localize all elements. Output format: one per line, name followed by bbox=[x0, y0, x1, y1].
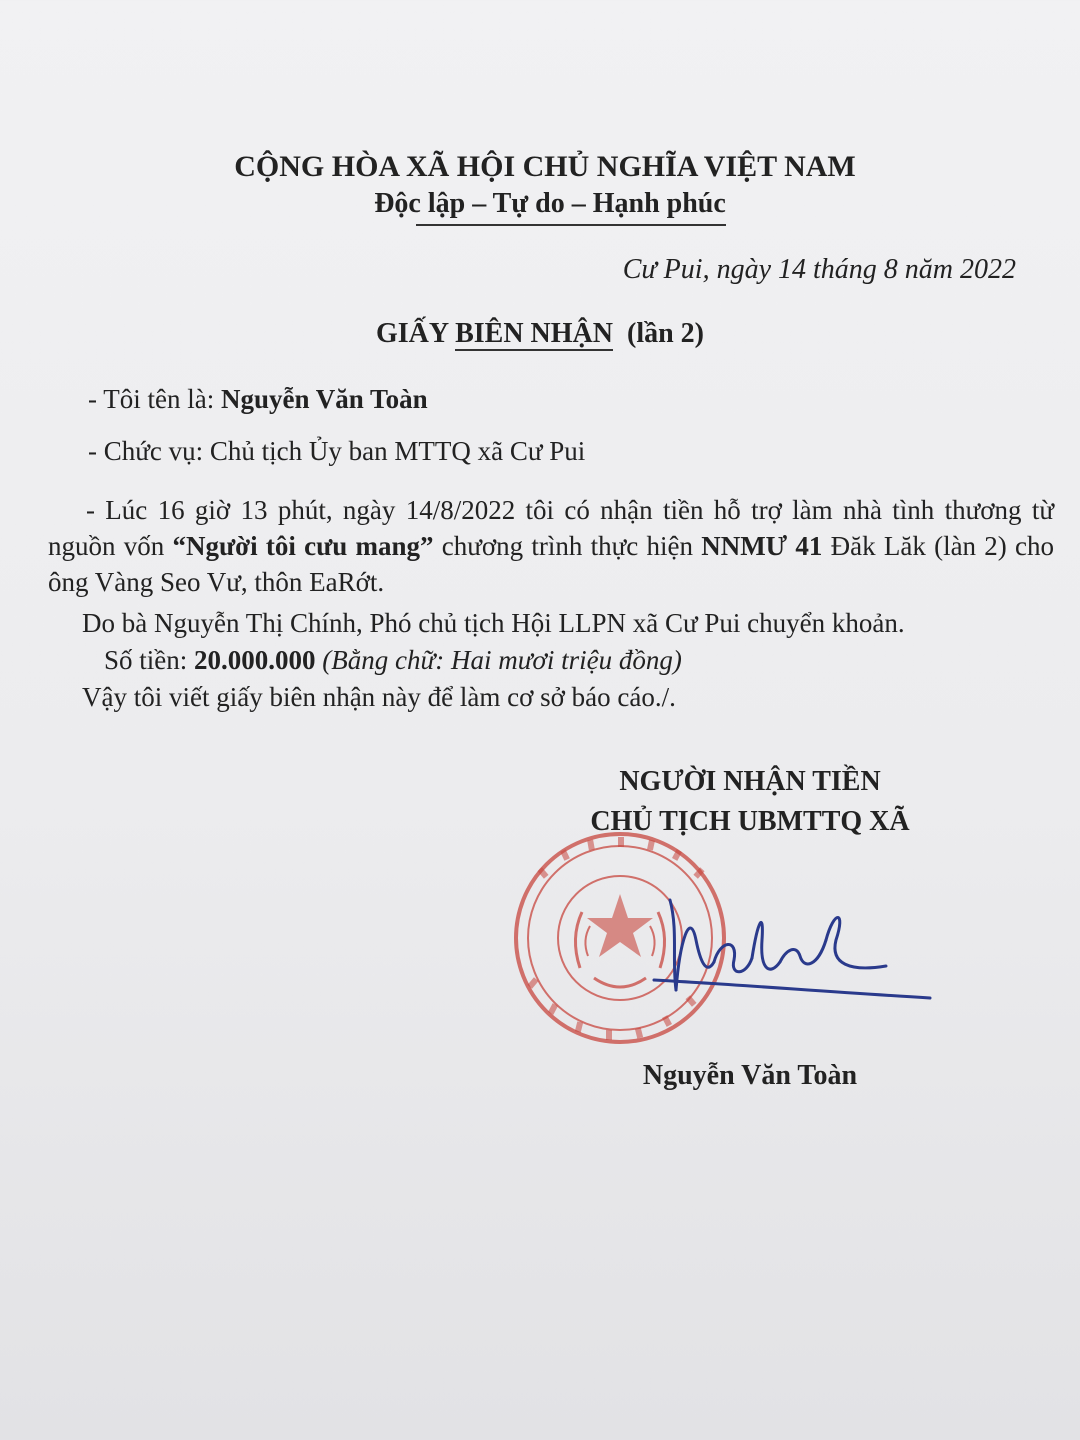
signer-role-2: CHỦ TỊCH UBMTTQ XÃ bbox=[590, 806, 910, 837]
closing-line: Vậy tôi viết giấy biên nhận này để làm cơ sở báo cáo./. bbox=[82, 682, 676, 712]
national-heading: CỘNG HÒA XÃ HỘI CHỦ NGHĨA VIỆT NAM bbox=[234, 150, 856, 183]
name-label: - Tôi tên là: bbox=[88, 384, 221, 414]
signer-role-1: NGƯỜI NHẬN TIỀN bbox=[619, 766, 881, 797]
fund-name: “Người tôi cưu mang” bbox=[172, 531, 434, 561]
signer-name: Nguyễn Văn Toàn bbox=[642, 1060, 858, 1091]
paragraph-part-3: Đăk Lăk (làn 2) cho ông Vàng Seo Vư, thôn EaRớt. bbox=[48, 531, 1054, 597]
motto-text: Độc lập – Tự do – Hạnh phúc bbox=[374, 188, 726, 219]
name-value: Nguyễn Văn Toàn bbox=[220, 384, 428, 414]
motto-underline bbox=[416, 224, 726, 226]
handwritten-signature-icon bbox=[650, 880, 950, 1020]
national-motto bbox=[10, 188, 1080, 220]
amount-in-words: (Bằng chữ: Hai mươi triệu đồng) bbox=[315, 645, 682, 675]
program-code: NNMƯ 41 bbox=[701, 531, 823, 561]
amount-line bbox=[104, 645, 682, 676]
amount-value: 20.000.000 bbox=[194, 645, 316, 675]
position-line: - Chức vụ: Chủ tịch Ủy ban MTTQ xã Cư Pui bbox=[88, 436, 586, 466]
title-sub: (lần 2) bbox=[627, 318, 704, 349]
amount-label: Số tiền: bbox=[104, 645, 195, 675]
document-title bbox=[0, 318, 1080, 350]
receipt-paragraph bbox=[48, 492, 1054, 600]
name-line bbox=[88, 384, 428, 415]
paragraph-part-2: chương trình thực hiện bbox=[433, 531, 702, 561]
transfer-line: Do bà Nguyễn Thị Chính, Phó chủ tịch Hội LLPN xã Cư Pui chuyển khoản. bbox=[82, 608, 905, 638]
paragraph-part-1: - Lúc 16 giờ 13 phút, ngày 14/8/2022 tôi có nhận tiền hỗ trợ làm nhà tình thương từ nguồn vốn bbox=[48, 495, 1054, 561]
date-line: Cư Pui, ngày 14 tháng 8 năm 2022 bbox=[622, 254, 1016, 285]
title-word-bien-nhan: BIÊN NHẬN bbox=[455, 318, 613, 349]
title-word-giay: GIẤY bbox=[376, 318, 456, 349]
